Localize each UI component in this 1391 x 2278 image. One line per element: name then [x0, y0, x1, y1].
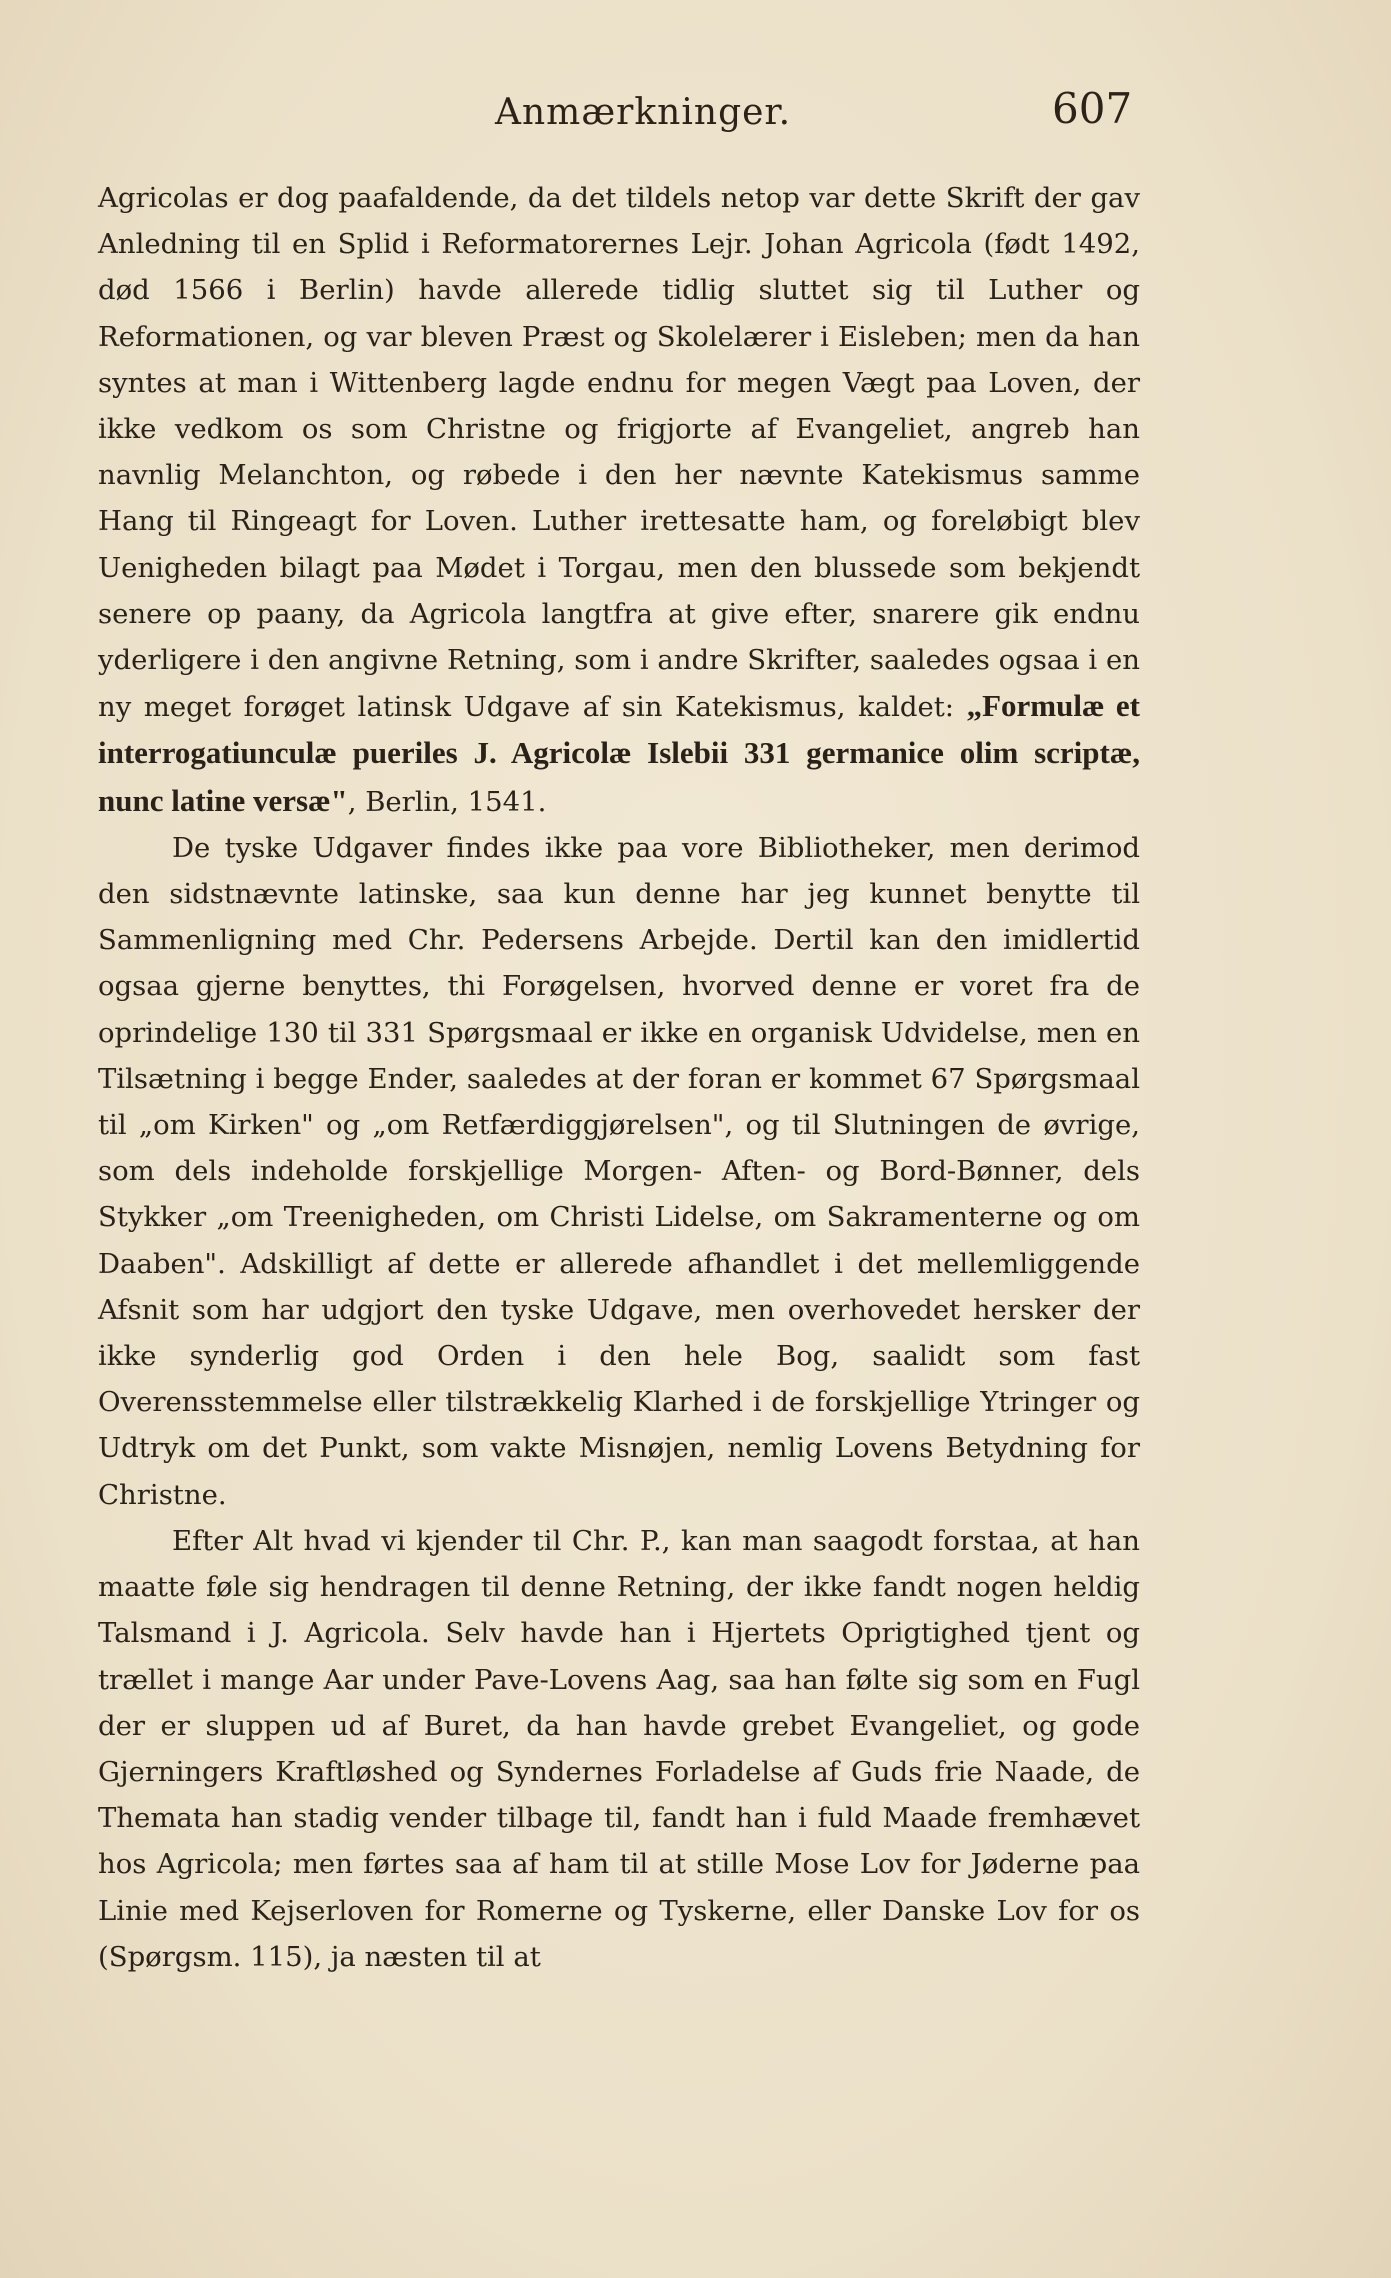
body-text — [98, 175, 1140, 1980]
paragraph-2-text: De tyske Udgaver findes ikke paa vore Bibliotheker, men derimod den sidstnævnte latinske, saa kun denne har jeg kunnet benytte til Sammenligning med Chr. Pedersens Arbejde. Dertil kan den imidlertid ogsaa gjerne benyttes, thi Forøgelsen, hvorved denne er voret fra de oprindelige 130 til 331 Spørgsmaal er ikke en organisk Udvidelse, men en Tilsætning i begge Ender, saaledes at der foran er kommet 67 Spørgsmaal til „om Kirken" og „om Retfærdiggjørelsen", og til Slutningen de øvrige, som dels indeholde forskjellige Morgen- Aften- og Bord-Bønner, dels Stykker „om Treenigheden, om Christi Lidelse, om Sakramenterne og om Daaben". Adskilligt af dette er allerede afhandlet i det mellemliggende Afsnit som har udgjort den tyske Udgave, men overhovedet hersker der ikke synderlig god Orden i den hele Bog, saalidt som fast Overensstemmelse eller tilstrækkelig Klarhed i de forskjellige Ytringer og Udtryk om det Punkt, som vakte Misnøjen, nemlig Lovens Betydning for Christne. — [98, 831, 1140, 1511]
paragraph-1 — [98, 175, 1140, 825]
paragraph-3-text: Efter Alt hvad vi kjender til Chr. P., kan man saagodt forstaa, at han maatte føle sig hendragen til denne Retning, der ikke fandt nogen heldig Talsmand i J. Agricola. Selv havde han i Hjertets Oprigtighed tjent og trællet i mange Aar under Pave-Lovens Aag, saa han følte sig som en Fugl der er sluppen ud af Buret, da han havde grebet Evangeliet, og gode Gjerningers Kraftløshed og Syndernes Forladelse af Guds frie Naade, de Themata han stadig vender tilbage til, fandt han i fuld Maade fremhævet hos Agricola; men førtes saa af ham til at stille Mose Lov for Jøderne paa Linie med Kejserloven for Romerne og Tyskerne, eller Danske Lov for os (Spørgsm. 115), ja næsten til at — [98, 1524, 1140, 1973]
running-head: Anmærkninger. — [495, 92, 792, 133]
paragraph-3 — [98, 1518, 1140, 1980]
paragraph-2 — [98, 825, 1140, 1518]
paragraph-1-text: Agricolas er dog paafaldende, da det tildels netop var dette Skrift der gav Anledning til en Splid i Reformatorernes Lejr. Johan Agricola (født 1492, død 1566 i Berlin) havde allerede tidlig sluttet sig til Luther og Reformationen, og var bleven Præst og Skolelærer i Eisleben; men da han syntes at man i Wittenberg lagde endnu for megen Vægt paa Loven, der ikke vedkom os som Christne og frigjorte af Evangeliet, angreb han navnlig Melanchton, og røbede i den her nævnte Katekismus samme Hang til Ringeagt for Loven. Luther irettesatte ham, og foreløbigt blev Uenigheden bilagt paa Mødet i Torgau, men den blussede som bekjendt senere op paany, da Agricola langtfra at give efter, snarere gik endnu yderligere i den angivne Retning, som i andre Skrifter, saaledes ogsaa i en ny meget forøget latinsk Udgave af sin Katekismus, kaldet: — [98, 182, 1140, 724]
latin-book-title: „Formulæ et interrogatiunculæ pueriles J. Agricolæ Islebii 331 germanice olim scriptæ, nunc latine versæ" — [98, 688, 1141, 818]
page-number: 607 — [1052, 84, 1133, 133]
paragraph-1-tail: , Berlin, 1541. — [347, 785, 547, 818]
